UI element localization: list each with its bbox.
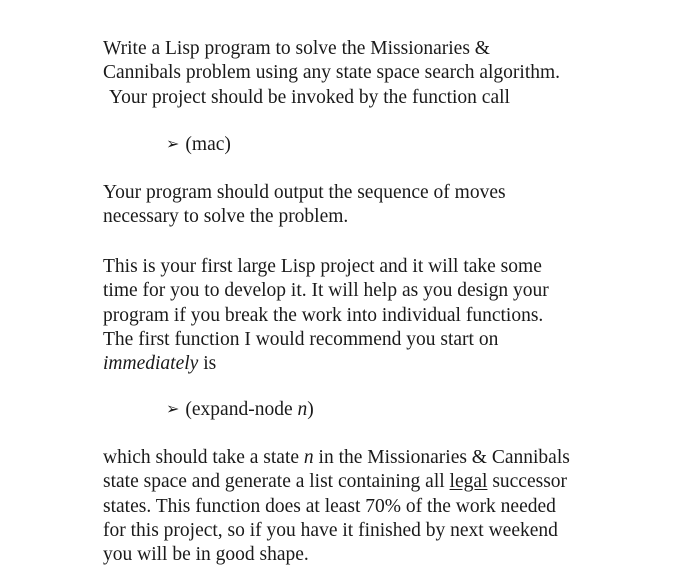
expand-node-call-end: ) <box>307 399 314 420</box>
mac-function-call: (mac) <box>185 134 231 155</box>
intro-line-2: Cannibals problem using any state space search algorithm. <box>103 62 561 84</box>
expand-line-1-after: in the Missionaries & Cannibals <box>313 447 570 468</box>
expand-node-call-start: (expand-node <box>185 399 298 420</box>
intro-line-1: Write a Lisp program to solve the Missionaries & <box>103 38 490 59</box>
immediately-emphasis: immediately <box>103 353 199 375</box>
project-line-2: time for you to develop it. It will help as you design your <box>103 280 549 302</box>
output-line-1: Your program should output the sequence of moves <box>103 182 506 203</box>
mac-function-bullet <box>166 133 231 157</box>
output-line-2: necessary to solve the problem. <box>103 206 349 228</box>
project-line-5-rest: is <box>198 353 217 375</box>
expand-line-2 <box>103 470 663 494</box>
arrow-bullet-icon: ➢ <box>166 399 180 418</box>
expand-line-5: you will be in good shape. <box>103 544 309 566</box>
expand-line-2-after: successor <box>487 471 568 493</box>
state-n-emphasis: n <box>303 447 314 468</box>
project-line-1: This is your first large Lisp project and it will take some <box>103 256 542 277</box>
expand-line-3: states. This function does at least 70% of the work needed <box>103 495 556 517</box>
output-paragraph <box>103 181 663 230</box>
expand-line-1 <box>103 446 663 470</box>
expand-node-bullet <box>166 398 314 422</box>
project-line-5 <box>103 352 663 376</box>
arrow-bullet-icon: ➢ <box>166 134 180 153</box>
legal-underlined: legal <box>449 471 488 493</box>
project-paragraph <box>103 255 663 376</box>
intro-paragraph <box>103 37 663 110</box>
expand-line-4: for this project, so if you have it finished by next weekend <box>103 519 558 541</box>
project-line-3: program if you break the work into individual functions. <box>103 304 544 326</box>
expand-line-2-before: state space and generate a list containing all <box>103 471 450 493</box>
expand-node-paragraph <box>103 446 663 567</box>
project-line-4: The first function I would recommend you start on <box>103 328 499 350</box>
intro-line-3: Your project should be invoked by the function call <box>109 86 510 108</box>
expand-line-1-before: which should take a state <box>103 447 304 468</box>
expand-node-param: n <box>297 399 308 420</box>
